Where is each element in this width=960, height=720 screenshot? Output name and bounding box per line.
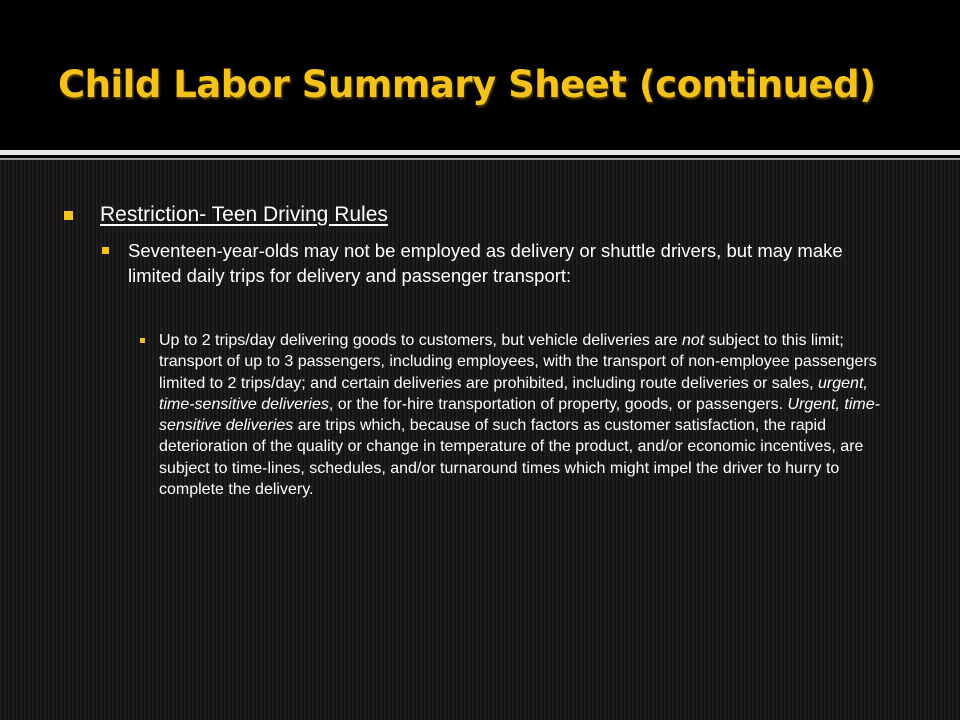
detail-text-part: subject to this limit; transport of up to 3 passengers, including employees, with the transport of non-employee passengers limited to 2 trips/day; and certain deliveries are prohibited, including route deliveries or sales, [159, 332, 877, 392]
detail-emphasis: urgent, time-sensitive deliveries [159, 374, 868, 413]
section-heading: Restriction- Teen Driving Rules [100, 203, 388, 226]
square-bullet-icon [140, 338, 145, 343]
square-bullet-icon [64, 211, 73, 220]
detail-text-part: , or the for-hire transportation of property, goods, or passengers. [328, 395, 788, 413]
detail-emphasis: Urgent, time-sensitive deliveries [159, 395, 880, 435]
bullet-list [0, 160, 960, 720]
slide-title: Child Labor Summary Sheet (continued) [58, 63, 876, 106]
title-band [0, 0, 960, 150]
detail-text-part: Up to 2 trips/day delivering goods to customers, but vehicle deliveries are [159, 332, 682, 349]
detail-text-part: are trips which, because of such factors as customer satisfaction, the rapid deterioration of the quality or change in temperature of the product, and/or economic incentives, are subject to time-lines, schedules, and/or turnaround times which might impel the driver to hurry to complete the delivery. [159, 417, 864, 499]
detail-emphasis: not [681, 332, 705, 349]
square-bullet-icon [102, 247, 109, 254]
subpoint-text: Seventeen-year-olds may not be employed as delivery or shuttle drivers, but may make limited daily trips for delivery and passenger transport: [128, 240, 843, 286]
slide-body [0, 160, 960, 720]
detail-text [159, 330, 899, 500]
